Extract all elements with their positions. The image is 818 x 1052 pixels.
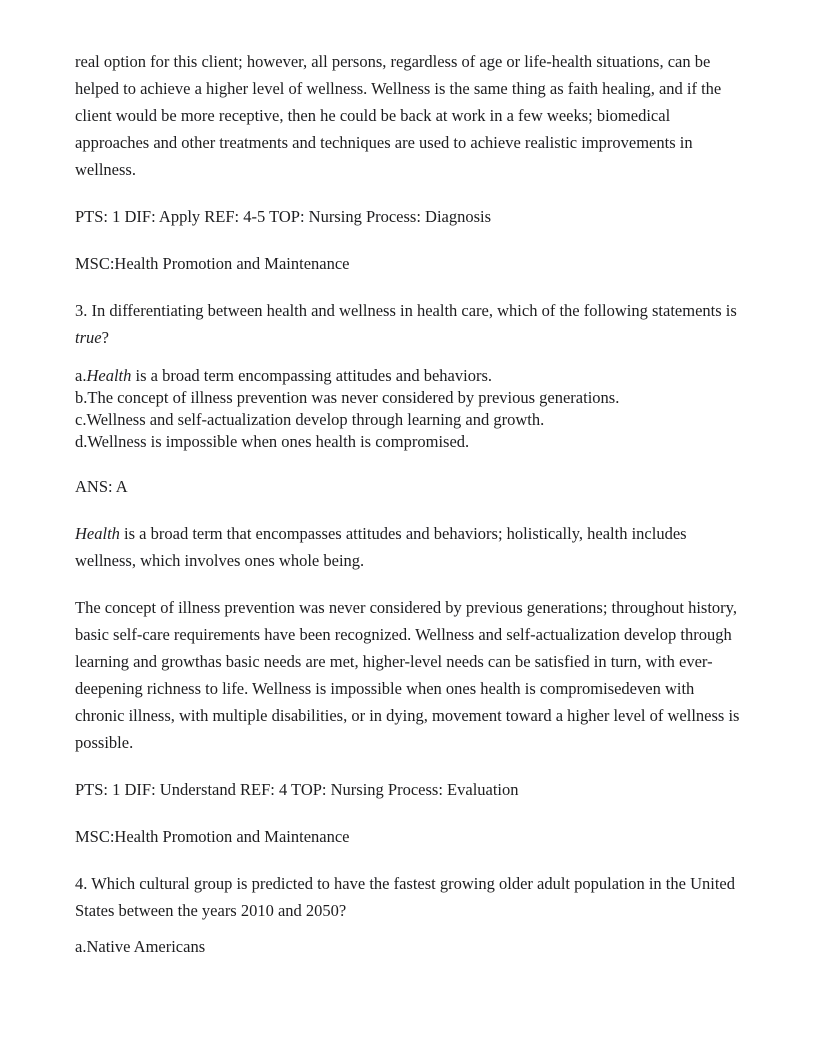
option-text: Native Americans xyxy=(86,937,206,956)
option-letter: d. xyxy=(75,432,88,451)
question-3-rationale-2: The concept of illness prevention was never considered by previous generations; throughout history, basic self-care requirements have been recognized. Wellness and self-actualization develop through learning and growthas basic needs are met, higher-level needs can be satisfied in turn, with ever-deepening richness to life. Wellness is impossible when ones health is compromisedeven with chronic illness, with multiple disabilities, or in dying, movement toward a higher level of wellness is possible. xyxy=(75,598,740,752)
option-letter: b. xyxy=(75,388,88,407)
question-3-options xyxy=(75,365,745,453)
question-3-option-b xyxy=(75,387,745,409)
option-text: is a broad term encompassing attitudes and behaviors. xyxy=(131,366,492,385)
question-3-stem-text: 3. In differentiating between health and wellness in health care, which of the following statements is xyxy=(75,301,737,320)
question-3-stem xyxy=(75,297,745,351)
question-4-stem: 4. Which cultural group is predicted to have the fastest growing older adult population in the United States between the years 2010 and 2050? xyxy=(75,874,735,920)
option-letter: a. xyxy=(75,366,87,385)
option-text: The concept of illness prevention was never considered by previous generations. xyxy=(87,388,620,407)
option-letter: a. xyxy=(75,937,87,956)
pts-meta-line-question-3: PTS: 1 DIF: Understand REF: 4 TOP: Nursing Process: Evaluation xyxy=(75,780,519,799)
rationale-text: is a broad term that encompasses attitudes and behaviors; holistically, health includes wellness, which involves ones whole being. xyxy=(75,524,687,570)
question-4-option-a xyxy=(75,936,745,958)
question-3-option-c xyxy=(75,409,745,431)
option-text: Wellness is impossible when ones health is compromised. xyxy=(87,432,470,451)
msc-meta-line-previous: MSC:Health Promotion and Maintenance xyxy=(75,254,350,273)
italic-term-health: Health xyxy=(86,366,132,385)
intro-paragraph: real option for this client; however, all persons, regardless of age or life-health situations, can be helped to achieve a higher level of wellness. Wellness is the same thing as faith healing, and if the client would be more receptive, then he could be back at work in a few weeks; biomedical approaches and other treatments and techniques are used to achieve realistic improvements in wellness. xyxy=(75,52,722,179)
question-3-option-d xyxy=(75,431,745,453)
question-3-answer: ANS: A xyxy=(75,477,128,496)
question-3-option-a xyxy=(75,365,745,387)
question-3-rationale-1 xyxy=(75,520,745,574)
question-3-stem-suffix: ? xyxy=(101,328,109,347)
pts-meta-line-previous: PTS: 1 DIF: Apply REF: 4-5 TOP: Nursing Process: Diagnosis xyxy=(75,207,492,226)
italic-term-health: Health xyxy=(75,524,120,543)
option-text: Wellness and self-actualization develop through learning and growth. xyxy=(86,410,545,429)
option-letter: c. xyxy=(75,410,87,429)
msc-meta-line-question-3: MSC:Health Promotion and Maintenance xyxy=(75,827,350,846)
question-4-options xyxy=(75,936,745,958)
italic-term-true: true xyxy=(75,328,102,347)
